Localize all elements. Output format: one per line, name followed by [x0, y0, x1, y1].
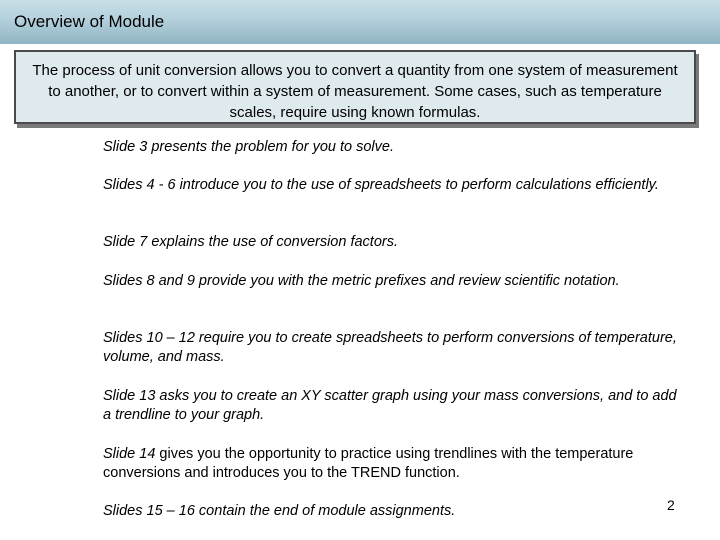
item-text: contain the end of module assignments.	[194, 503, 456, 519]
list-item	[103, 387, 683, 425]
list-item	[103, 502, 683, 521]
item-text: asks you to create an XY scatter graph using your mass conversions, and to add a trendline to your graph.	[103, 388, 677, 423]
slide-title: Overview of Module	[14, 12, 165, 31]
item-lead: Slide 14	[103, 446, 156, 462]
item-text: presents the problem for you to solve.	[147, 139, 394, 155]
item-text: require you to create spreadsheets to perform conversions of temperature, volume, and mass.	[103, 330, 677, 365]
item-text: introduce you to the use of spreadsheets to perform calculations efficiently.	[175, 177, 659, 193]
list-item	[103, 138, 683, 157]
item-lead: Slide 13	[103, 388, 156, 404]
item-lead: Slide 7	[103, 234, 148, 250]
list-item	[103, 445, 683, 483]
item-text: gives you the opportunity to practice using trendlines with the temperature conversions and introduces you to the TREND function.	[103, 446, 634, 481]
list-item	[103, 329, 683, 367]
list-item	[103, 176, 683, 195]
intro-text: The process of unit conversion allows you to convert a quantity from one system of measurement to another, or to convert within a system of measurement. Some cases, such as temperature scales, require using known formulas.	[32, 62, 678, 121]
list-item	[103, 233, 683, 252]
item-lead: Slides 15 – 16	[103, 503, 195, 519]
page-number: 2	[667, 497, 675, 513]
item-lead: Slides 10 – 12	[103, 330, 195, 346]
title-bar	[0, 0, 720, 44]
item-lead: Slide 3	[103, 139, 148, 155]
item-lead: Slides 8 and 9	[103, 273, 195, 289]
intro-box	[14, 50, 696, 124]
item-text: explains the use of conversion factors.	[147, 234, 399, 250]
item-lead: Slides 4 - 6	[103, 177, 176, 193]
item-text: provide you with the metric prefixes and review scientific notation.	[194, 273, 620, 289]
list-item	[103, 272, 683, 291]
